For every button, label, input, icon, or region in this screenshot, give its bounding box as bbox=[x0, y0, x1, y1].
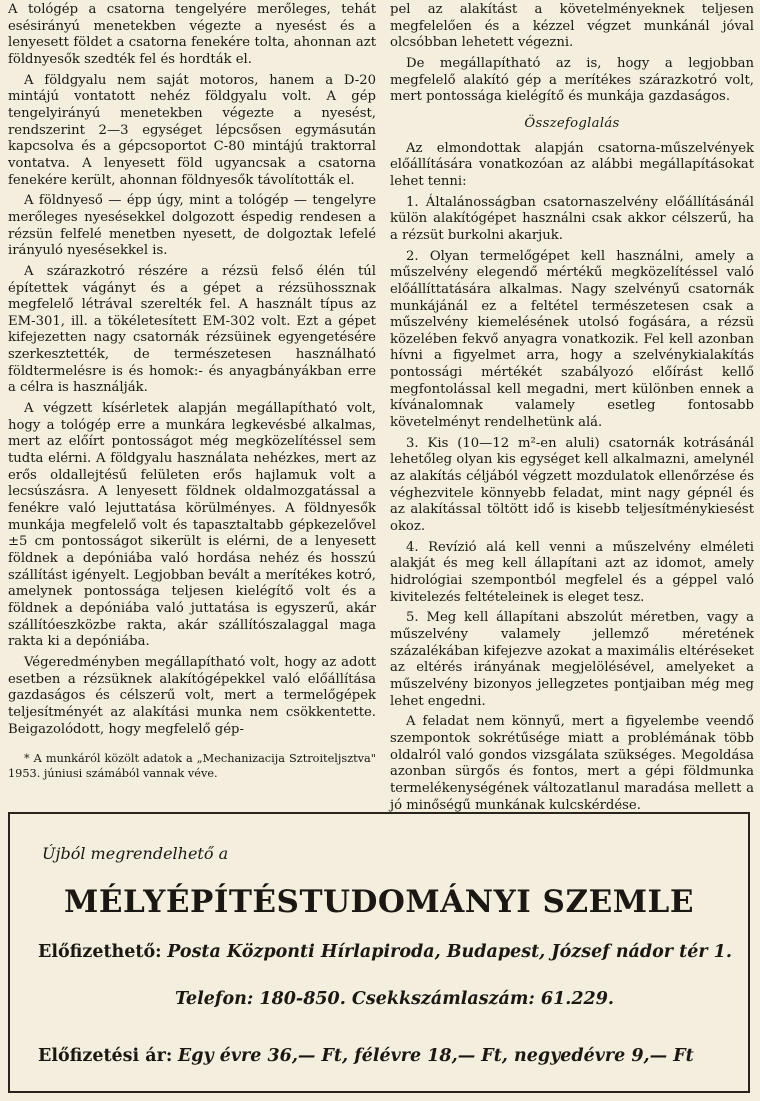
paragraph: Végeredményben megállapítható volt, hogy az adott esetben a rézsüknek alakítógépekkel való előállítása gazdaságos és célszerű volt, mert a termelőgépek teljesítményét az alakítási munka nem csökkentette. Beigazolódott, hogy megfelelő gép- bbox=[8, 654, 376, 737]
advertisement-box bbox=[8, 812, 750, 1093]
paragraph: A földnyeső — épp úgy, mint a tológép — tengelyre merőleges nyesésekkel dolgozott éspedig rendesen a rézsün felfelé menetben nyesett, de dolgoztak lefelé irányuló nyesésekkel is. bbox=[8, 193, 376, 259]
paragraph: A végzett kísérletek alapján megállapítható volt, hogy a tológép erre a munkára legkevésbé alkalmas, mert az előírt pontosságot még megközelítéssel sem tudta elérni. A földgyalu használata nehézkes, mert az erős oldallejtésű felületen erős hajlamuk volt a lecsúszásra. A lenyesett földnek oldalmozgatással a fenékre való lejuttatása körülményes. A földnyesők munkája megfelelő volt és tapasztaltabb gépkezelővel ±5 cm pontosságot sikerült is elérni, de a lenyesett földnek a depóniába való hordása nehéz és hosszú szállítást igényelt. Legjobban bevált a merítékes kotró, amelynek pontossága teljesen kielégítő volt és a földnek a depóniába való juttatása is egyszerű, akár szállítóeszközbe rakta, akár szállítószalaggal maga rakta ki a depóniába. bbox=[8, 401, 376, 650]
ad-subscribe-label: Előfizethető: bbox=[38, 942, 162, 962]
paragraph: De megállapítható az is, hogy a legjobban megfelelő alakító gép a merítékes szárazkotró volt, mert pontossága kielégítő és munkája gazdaságos. bbox=[390, 55, 754, 105]
paragraph: Az elmondottak alapján csatorna-műszelvények előállítására vonatkozóan az alábbi megállapításokat lehet tenni: bbox=[390, 140, 754, 189]
paragraph: A feladat nem könnyű, mert a figyelembe veendő szempontok sokrétűsége miatt a problémának több oldalról való gondos vizsgálata szükséges. Megoldása azonban sürgős és fontos, mert a gépi földmunka termelékenységének változatlanul maradása mellett a jó minőségű munkának kulcskérdése. bbox=[390, 714, 754, 813]
paragraph: A szárazkotró részére a rézsü felső élén túl építettek vágányt és a gépet a rézsühossznak megfelelő létrával szerelték fel. A használt típus az EM-301, ill. a tökéletesített EM-302 volt. Ezt a gépet kifejezetten nagy csatornák rézsüinek egyengetésére szerkesztették, de természetesen használható földtermelésre is és homok:- és anyagbányákban erre a célra is használják. bbox=[8, 263, 376, 396]
paragraph: 2. Olyan termelőgépet kell használni, amely a műszelvény elegendő mértékű megközelítéssel való előállíttatására alkalmas. Nagy szelvényű csatornák munkájánál ez a feltétel természetesen csak a műszelvény kiemelésének utolsó fogására, a rézsü közelében fekvő anyagra vonatkozik. Fel kell azonban hívni a figyelmet arra, hogy a szelvénykialakítás pontossági mértékét szabályozó előírást kellő megfontolással kell megadni, mert különben ennek a kívánalomnak valamely esetleg fontosabb követelményt rendelhetünk alá. bbox=[390, 248, 754, 431]
ad-phone-line: Telefon: 180-850. Csekkszámlaszám: 61.229. bbox=[175, 989, 614, 1009]
paragraph: 1. Általánosságban csatornaszelvény előállításánál külön alakítógépet használni csak akkor célszerű, ha a rézsüt burkolni akarjuk. bbox=[390, 194, 754, 243]
paragraph: A földgyalu nem saját motoros, hanem a D-20 mintájú vontatott nehéz földgyalu volt. A gép tengelyirányú menetekben végezte a nyesést, rendszerint 2—3 egységet lépcsősen egymásután kapcsolva és a gépcsoportot C-80 mintájú traktorral vontatva. A lenyesett föld ugyancsak a csatorna fenekére került, ahonnan földnyesők távolították el. bbox=[8, 72, 376, 188]
ad-price-line bbox=[38, 1046, 694, 1066]
section-title: Összefoglalás bbox=[524, 115, 620, 131]
paragraph: 4. Revízió alá kell venni a műszelvény elméleti alakját és meg kell állapítani azt az idomot, amely hidrológiai szempontból megfelel és a géppel való kivitelezés feltételeinek is eleget tesz. bbox=[390, 539, 754, 605]
right-column bbox=[390, 2, 754, 818]
ad-price-label: Előfizetési ár: bbox=[38, 1046, 173, 1066]
left-column bbox=[8, 2, 376, 782]
paragraph: pel az alakítást a követelményeknek teljesen megfelelően és a kézzel végzet munkánál jóval olcsóbban lehetett végezni. bbox=[390, 2, 754, 51]
ad-price-value: Egy évre 36,— Ft, félévre 18,— Ft, negyedévre 9,— Ft bbox=[177, 1046, 694, 1066]
paragraph: A tológép a csatorna tengelyére merőleges, tehát esésirányú menetekben végezte a nyesést és a lenyesett földet a csatorna fenekére tolta, ahonnan azt földnyesők szedték fel és hordták el. bbox=[8, 2, 376, 67]
ad-subscribe-value: Posta Központi Hírlapiroda, Budapest, József nádor tér 1. bbox=[167, 942, 732, 962]
ad-title: MÉLYÉPÍTÉSTUDOMÁNYI SZEMLE bbox=[64, 884, 694, 920]
paragraph: 3. Kis (10—12 m²-en aluli) csatornák kotrásánál lehetőleg olyan kis egységet kell alkalmazni, amelynél az alakítás céljából végzett mozdulatok ellenőrzése és véghezvitele könnyebb feladat, mint nagy gépnél és az alakítással töltött idő is kisebb teljesítménykiesést okoz. bbox=[390, 435, 754, 535]
ad-subscribe-line bbox=[38, 942, 732, 962]
footnote: * A munkáról közölt adatok a „Mechanizacija Sztroiteljsztva" 1953. júniusi számából vannak véve. bbox=[8, 752, 376, 781]
ad-intro: Újból megrendelhető a bbox=[42, 844, 229, 863]
paragraph: 5. Meg kell állapítani abszolút méretben, vagy a műszelvény valamely jellemző méretének százalékában kifejezve azokat a maximális eltéréseket az eltérés irányának megjelölésével, amelyeket a műszelvény bizonyos jellegzetes pontjaiban még meg lehet engedni. bbox=[390, 610, 754, 709]
